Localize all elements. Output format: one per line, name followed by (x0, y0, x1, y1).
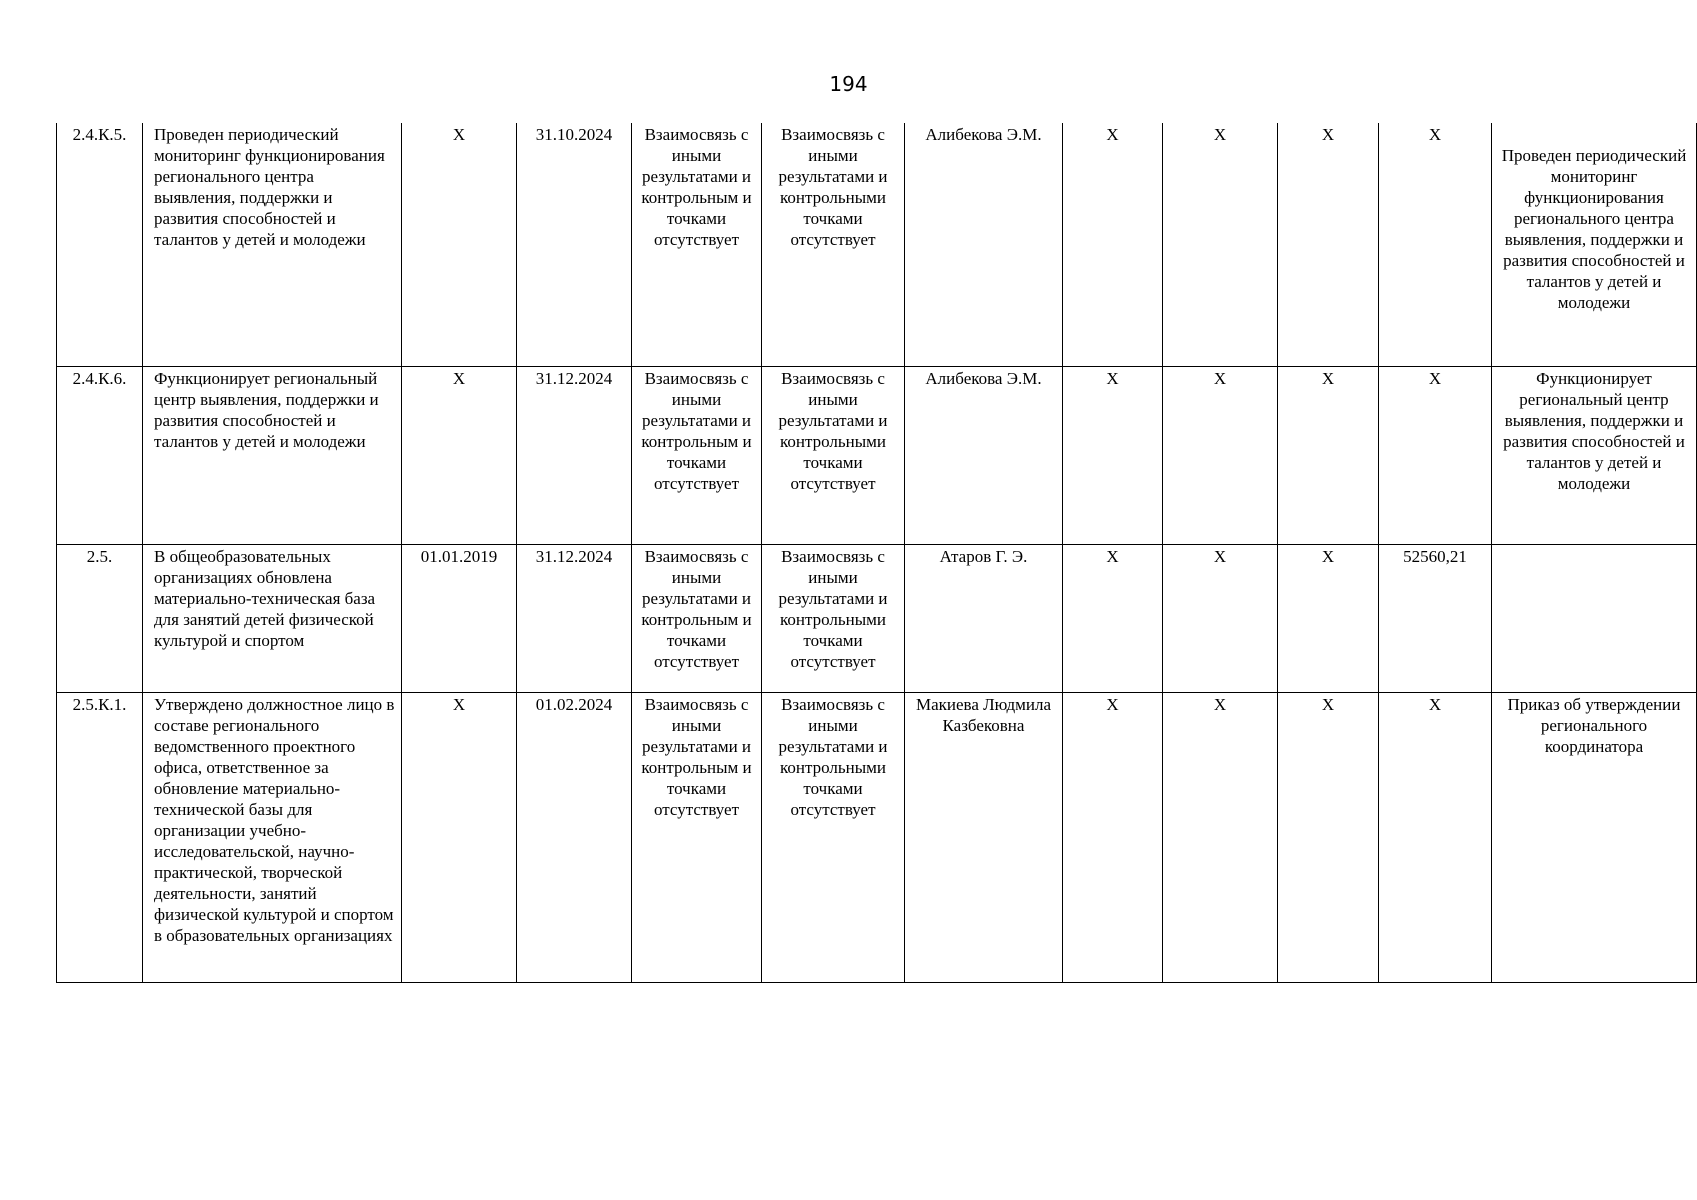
cell-name: Утверждено должностное лицо в составе регионального ведомственного проектного офиса, ответственное за обновление материально-технической базы для организации учебно-исследовательской, научно-практической, творческой деятельности, занятий физической культурой и спортом в образовательных организациях (143, 692, 402, 982)
table-row (57, 544, 1697, 692)
cell-col-9: Х (1163, 544, 1278, 692)
activities-table (56, 123, 1697, 983)
cell-note: Приказ об утверждении регионального координатора (1492, 692, 1697, 982)
cell-name: Функционирует региональный центр выявления, поддержки и развития способностей и талантов у детей и молодежи (143, 366, 402, 544)
cell-col-8: Х (1063, 544, 1163, 692)
cell-number: 2.5. (57, 544, 143, 692)
cell-responsible: Макиева Людмила Казбековна (905, 692, 1063, 982)
cell-end-date: 31.10.2024 (517, 123, 632, 366)
cell-col-11: Х (1379, 366, 1492, 544)
cell-start-date: Х (402, 366, 517, 544)
cell-col-8: Х (1063, 692, 1163, 982)
cell-col-10: Х (1278, 123, 1379, 366)
cell-col-8: Х (1063, 123, 1163, 366)
cell-col-9: Х (1163, 123, 1278, 366)
cell-start-date: Х (402, 123, 517, 366)
cell-successor-link: Взаимосвязь с иными результатами и контрольными точками отсутствует (762, 692, 905, 982)
cell-end-date: 01.02.2024 (517, 692, 632, 982)
table-row (57, 366, 1697, 544)
cell-responsible: Атаров Г. Э. (905, 544, 1063, 692)
cell-successor-link: Взаимосвязь с иными результатами и контрольными точками отсутствует (762, 123, 905, 366)
cell-note: Проведен периодический мониторинг функционирования регионального центра выявления, поддержки и развития способностей и талантов у детей и молодежи (1492, 123, 1697, 366)
cell-col-10: Х (1278, 366, 1379, 544)
cell-successor-link: Взаимосвязь с иными результатами и контрольными точками отсутствует (762, 366, 905, 544)
cell-end-date: 31.12.2024 (517, 366, 632, 544)
cell-predecessor-link: Взаимосвязь с иными результатами и контрольным и точками отсутствует (632, 123, 762, 366)
cell-name: Проведен периодический мониторинг функционирования регионального центра выявления, поддержки и развития способностей и талантов у детей и молодежи (143, 123, 402, 366)
cell-col-10: Х (1278, 692, 1379, 982)
cell-col-11: Х (1379, 123, 1492, 366)
cell-responsible: Алибекова Э.М. (905, 366, 1063, 544)
cell-note: Функционирует региональный центр выявления, поддержки и развития способностей и талантов у детей и молодежи (1492, 366, 1697, 544)
cell-predecessor-link: Взаимосвязь с иными результатами и контрольным и точками отсутствует (632, 544, 762, 692)
cell-predecessor-link: Взаимосвязь с иными результатами и контрольным и точками отсутствует (632, 366, 762, 544)
cell-col-9: Х (1163, 366, 1278, 544)
cell-predecessor-link: Взаимосвязь с иными результатами и контрольным и точками отсутствует (632, 692, 762, 982)
cell-col-8: Х (1063, 366, 1163, 544)
cell-col-11: 52560,21 (1379, 544, 1492, 692)
cell-responsible: Алибекова Э.М. (905, 123, 1063, 366)
cell-col-11: Х (1379, 692, 1492, 982)
cell-number: 2.5.К.1. (57, 692, 143, 982)
cell-end-date: 31.12.2024 (517, 544, 632, 692)
cell-start-date: Х (402, 692, 517, 982)
table-row (57, 123, 1697, 366)
cell-col-10: Х (1278, 544, 1379, 692)
cell-successor-link: Взаимосвязь с иными результатами и контрольными точками отсутствует (762, 544, 905, 692)
table-row (57, 692, 1697, 982)
cell-number: 2.4.К.6. (57, 366, 143, 544)
cell-note (1492, 544, 1697, 692)
page-number: 194 (829, 72, 868, 96)
cell-number: 2.4.К.5. (57, 123, 143, 366)
cell-name: В общеобразовательных организациях обновлена материально-техническая база для занятий детей физической культурой и спортом (143, 544, 402, 692)
cell-col-9: Х (1163, 692, 1278, 982)
cell-start-date: 01.01.2019 (402, 544, 517, 692)
